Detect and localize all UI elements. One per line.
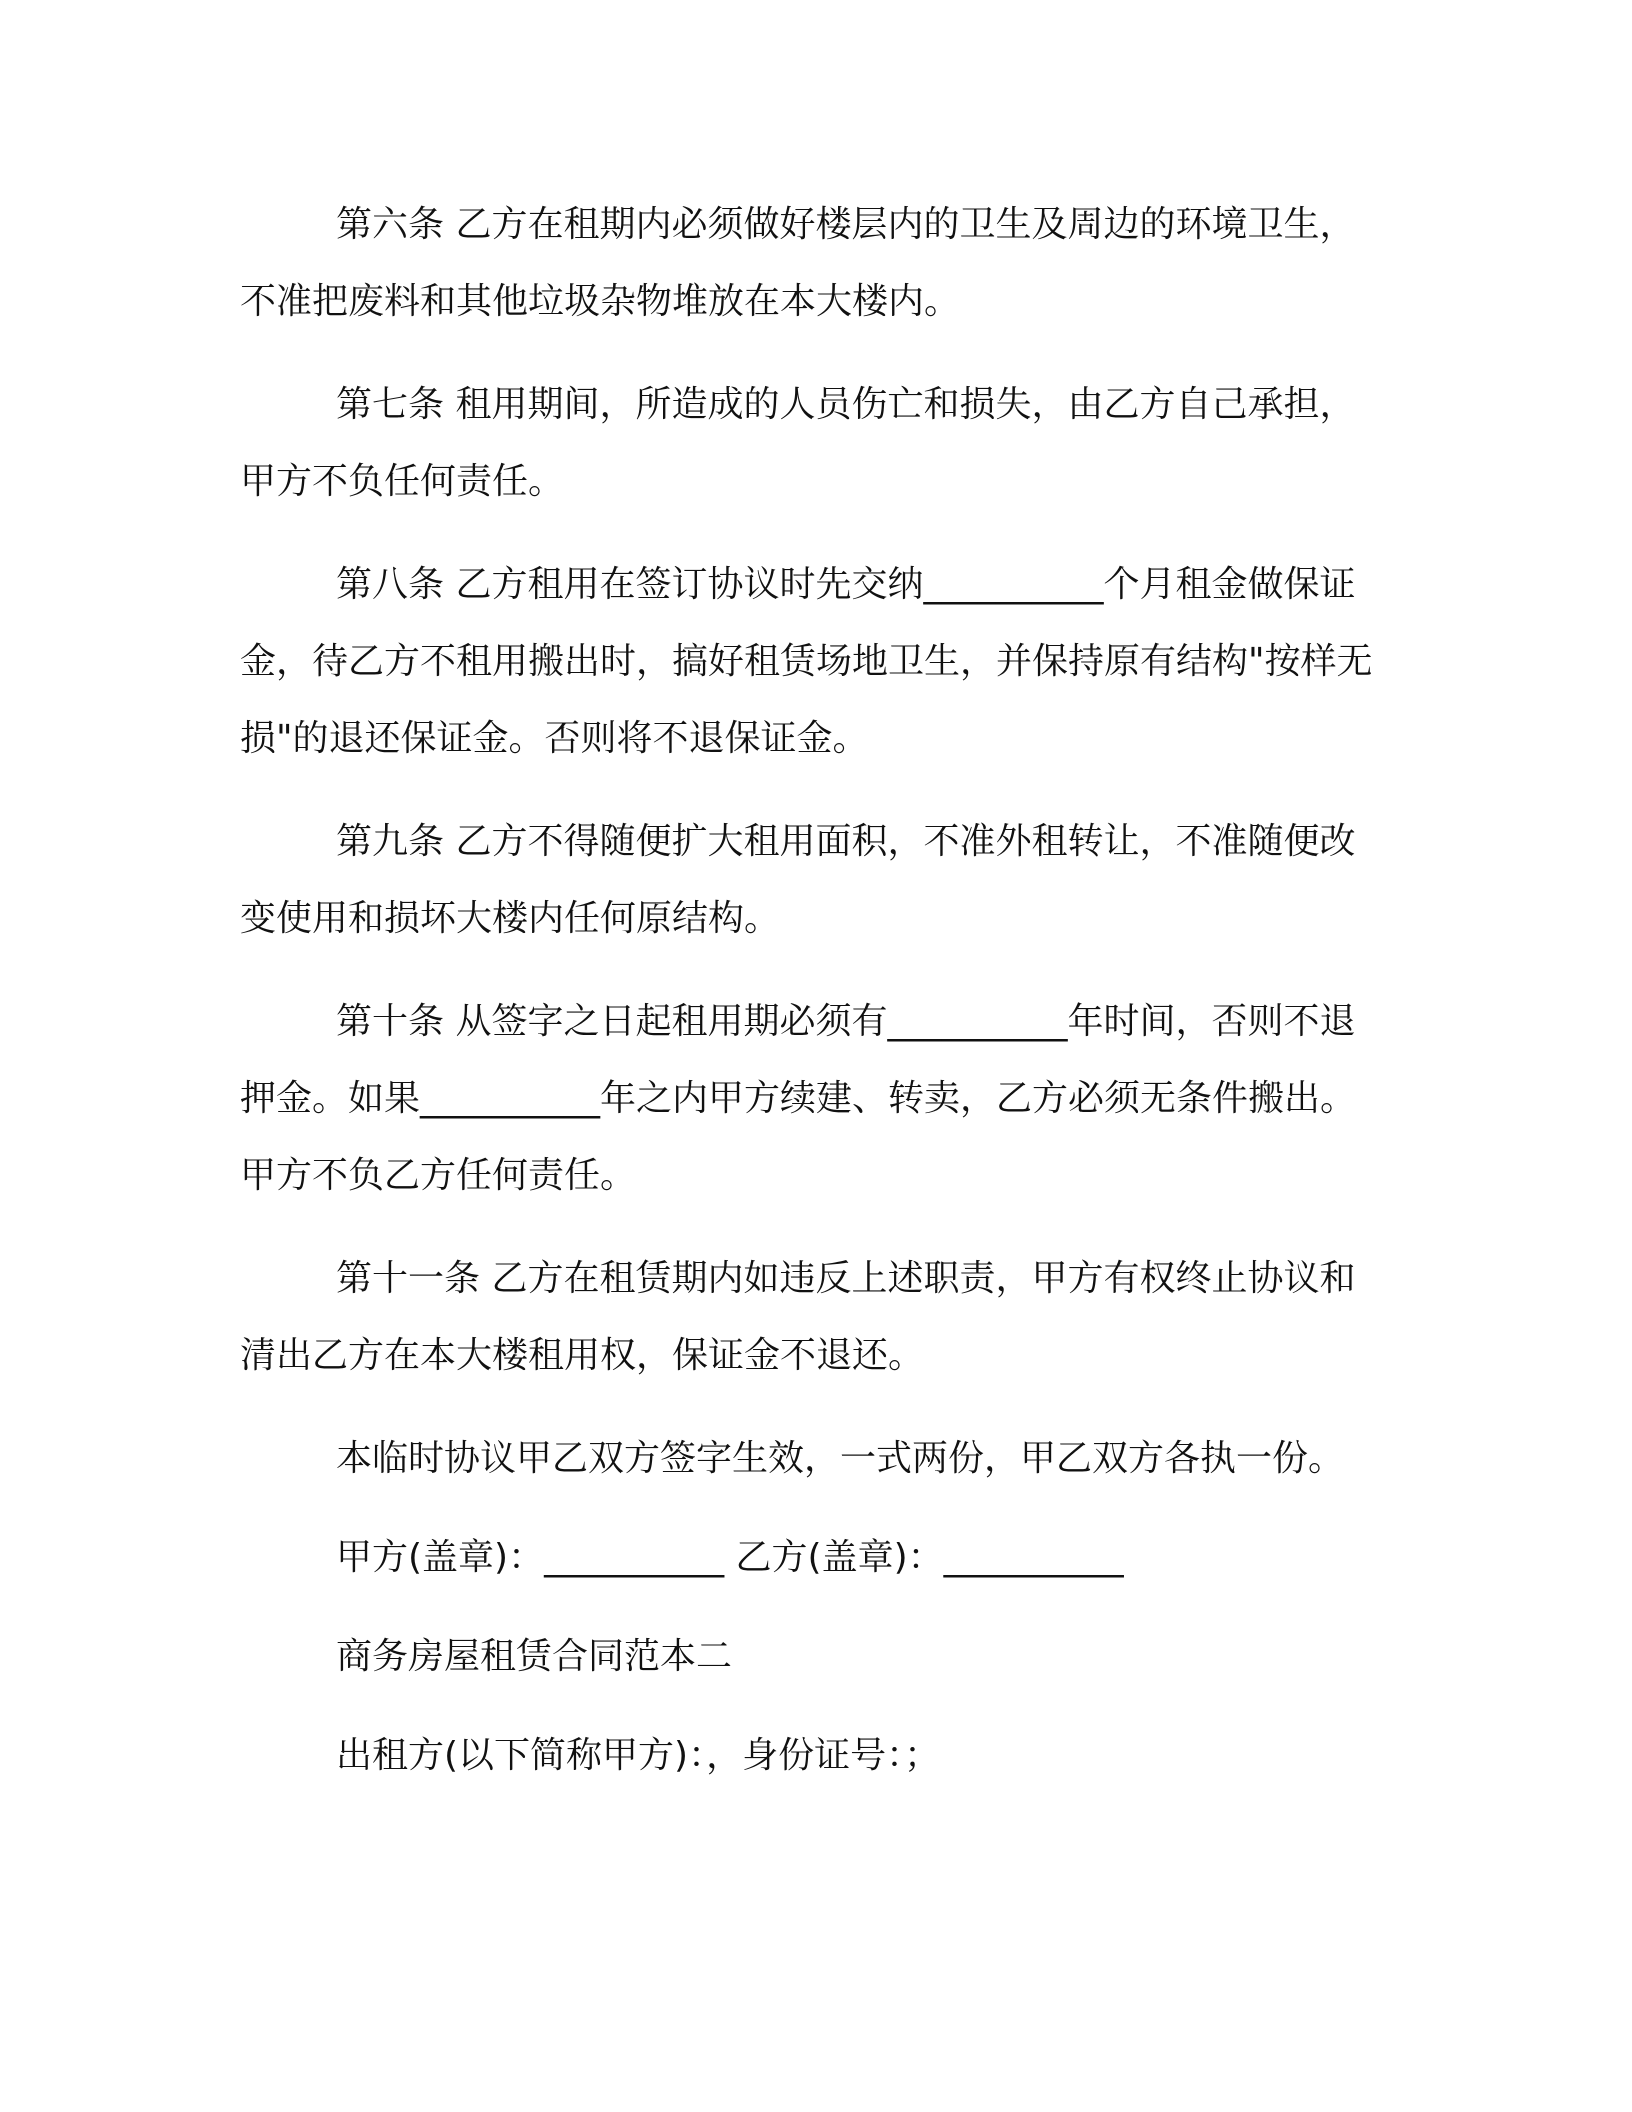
lessor-info-line: 出租方(以下简称甲方)：，身份证号：； — [336, 1735, 941, 1776]
clause-7-paragraph: 第七条 租用期间，所造成的人员伤亡和损失，由乙方自己承担，甲方不负任何责任。 — [240, 384, 1356, 502]
effectiveness-paragraph: 本临时协议甲乙双方签字生效，一式两份，甲乙双方各执一份。 — [336, 1438, 1345, 1479]
clause-10-paragraph: 第十条 从签字之日起租用期必须有__________年时间，否则不退押金。如果__________年之内甲方续建、转卖，乙方必须无条件搬出。甲方不负乙方任何责任。 — [240, 1001, 1357, 1196]
signature-line: 甲方(盖章)：__________ 乙方(盖章)：__________ — [336, 1537, 1124, 1578]
clause-9-paragraph: 第九条 乙方不得随便扩大租用面积，不准外租转让，不准随便改变使用和损坏大楼内任何原结构。 — [240, 821, 1356, 939]
clause-8-paragraph: 第八条 乙方租用在签订协议时先交纳__________个月租金做保证金，待乙方不租用搬出时，搞好租赁场地卫生，并保持原有结构"按样无损"的退还保证金。否则将不退保证金。 — [240, 564, 1373, 759]
clause-11-paragraph: 第十一条 乙方在租赁期内如违反上述职责，甲方有权终止协议和清出乙方在本大楼租用权，保证金不退还。 — [240, 1258, 1356, 1376]
contract-template-title: 商务房屋租赁合同范本二 — [336, 1636, 733, 1677]
clause-6-paragraph: 第六条 乙方在租期内必须做好楼层内的卫生及周边的环境卫生，不准把废料和其他垃圾杂物堆放在本大楼内。 — [240, 204, 1356, 322]
document-body — [240, 186, 1380, 1816]
